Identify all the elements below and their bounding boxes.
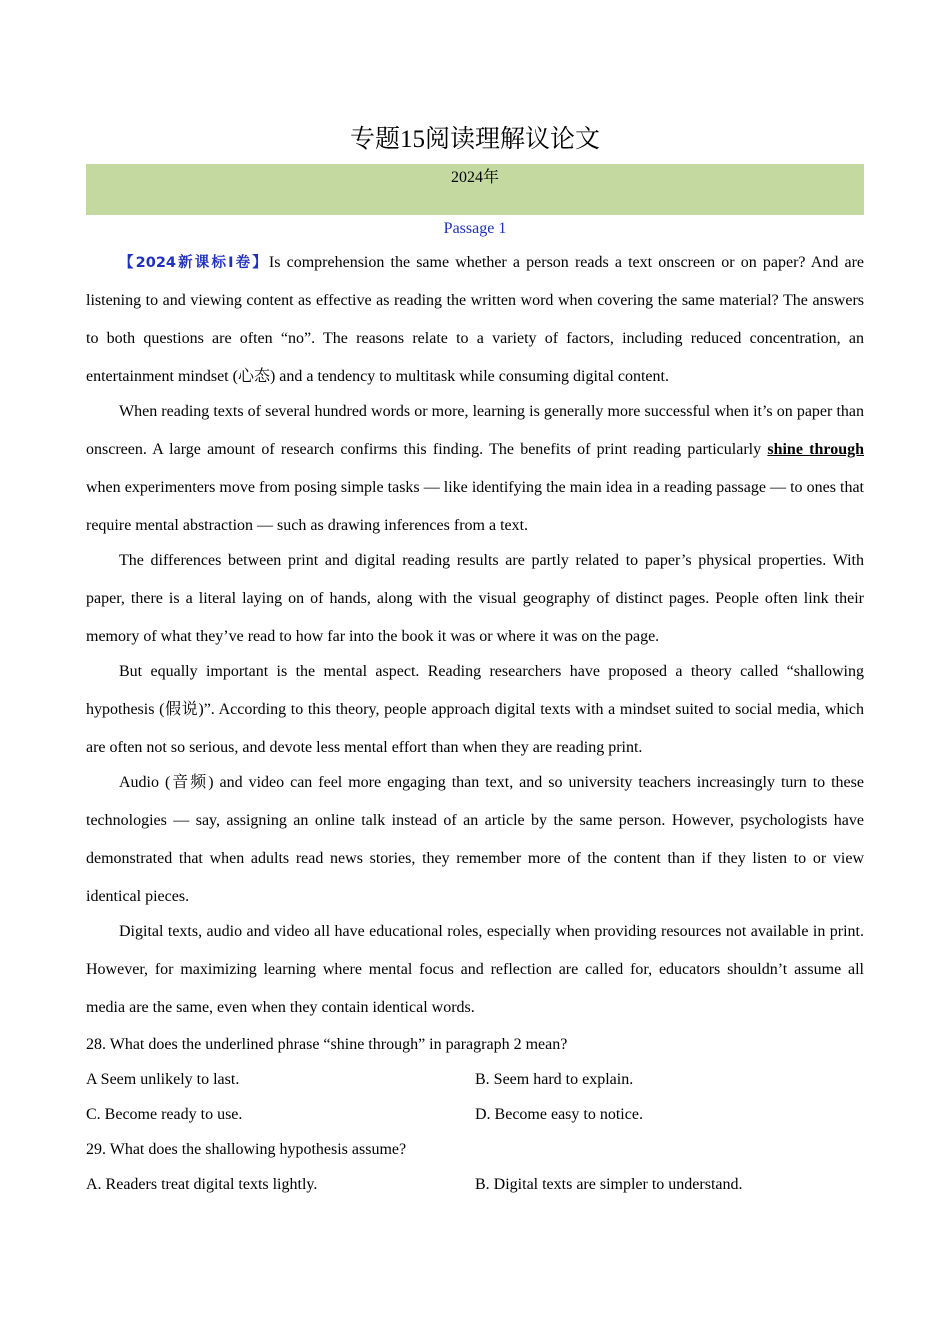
source-tag: 【2024新课标Ⅰ卷】 bbox=[119, 255, 269, 271]
question-29-option-a: A. Readers treat digital texts lightly. bbox=[86, 1176, 318, 1193]
question-28-option-c: C. Become ready to use. bbox=[86, 1106, 243, 1123]
question-28-option-b: B. Seem hard to explain. bbox=[475, 1071, 634, 1088]
paragraph-4: But equally important is the mental aspect. Reading researchers have proposed a theory called “shallowing hypothesis (假说)”. According to this theory, people approach digital texts with a mindset suited to social media, which are often not so serious, and devote less mental effort than when they are reading print. bbox=[86, 663, 864, 756]
passage-body bbox=[86, 244, 864, 1027]
year-label: 2024年 bbox=[450, 169, 499, 186]
passage-label: Passage 1 bbox=[443, 220, 507, 237]
question-28-option-d: D. Become easy to notice. bbox=[475, 1106, 643, 1123]
underlined-phrase: shine through bbox=[767, 441, 865, 458]
paragraph-2-text-end: when experimenters move from posing simple tasks — like identifying the main idea in a reading passage — to ones that require mental abstraction — such as drawing inferences from a text. bbox=[86, 479, 864, 534]
paragraph-2 bbox=[86, 393, 864, 545]
question-29-stem: 29. What does the shallowing hypothesis assume? bbox=[86, 1141, 407, 1158]
paragraph-1 bbox=[86, 244, 864, 396]
paragraph-1-text: Is comprehension the same whether a person reads a text onscreen or on paper? And are listening to and viewing content as effective as reading the written word when covering the same material? The answers to both questions are often “no”. The reasons relate to a variety of factors, including reduced concentration, an entertainment mindset (心态) and a tendency to multitask while consuming digital content. bbox=[86, 254, 864, 385]
question-28-option-a: A Seem unlikely to last. bbox=[86, 1071, 240, 1088]
paragraph-5: Audio (音频) and video can feel more engaging than text, and so university teachers increasingly turn to these technologies — say, assigning an online talk instead of an article by the same person. However, psychologists have demonstrated that when adults read news stories, they remember more of the content than if they listen to or view identical pieces. bbox=[86, 774, 864, 905]
question-28-stem: 28. What does the underlined phrase “shine through” in paragraph 2 mean? bbox=[86, 1036, 568, 1053]
year-banner bbox=[86, 164, 864, 215]
paragraph-2-text-start: When reading texts of several hundred words or more, learning is generally more successful when it’s on paper than onscreen. A large amount of research confirms this finding. The benefits of print reading particularly bbox=[86, 403, 864, 458]
paragraph-3: The differences between print and digital reading results are partly related to paper’s physical properties. With paper, there is a literal laying on of hands, along with the visual geography of distinct pages. People often link their memory of what they’ve read to how far into the book it was or where it was on the page. bbox=[86, 552, 864, 645]
page-title: 专题15阅读理解议论文 bbox=[349, 126, 600, 153]
paragraph-6: Digital texts, audio and video all have educational roles, especially when providing resources not available in print. However, for maximizing learning where mental focus and reflection are called for, educators shouldn’t assume all media are the same, even when they contain identical words. bbox=[86, 923, 864, 1016]
question-29-option-b: B. Digital texts are simpler to understand. bbox=[475, 1176, 743, 1193]
